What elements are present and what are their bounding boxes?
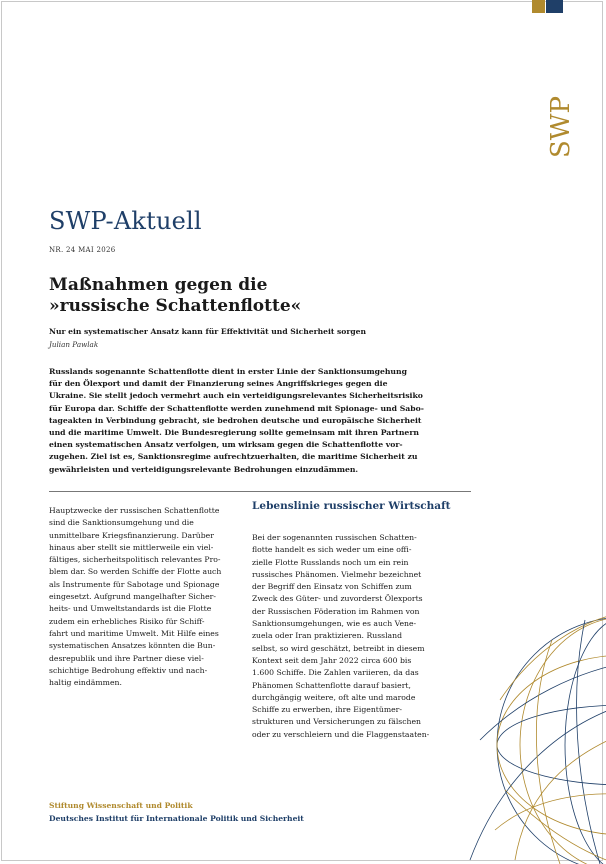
body-line: Sanktionsumgehungen, wie es auch Vene-	[252, 619, 417, 629]
abstract-line: Russlands sogenannte Schattenflotte dient in erster Linie der Sanktionsumgehung	[49, 367, 407, 376]
body-line: selbst, so wird geschätzt, betreibt in diesem	[252, 643, 425, 653]
title-line: »russische Schattenflotte«	[49, 296, 302, 316]
body-line: schichtige Bedrohung effektiv und nach-	[49, 665, 208, 675]
body-line: zielle Flotte Russlands noch um ein rein	[252, 557, 409, 567]
title-line: Maßnahmen gegen die	[49, 275, 268, 295]
series-title: SWP-Aktuell	[49, 207, 202, 235]
swp-logo-text: SWP	[546, 95, 576, 158]
abstract-line: Ukraine. Sie stellt jedoch vermehrt auch ein verteidigungsrelevantes Sicherheitsrisiko	[49, 391, 423, 401]
body-line: blem dar. So werden Schiffe der Flotte auch	[49, 567, 222, 577]
body-line: als Instrumente für Sabotage und Spionage	[49, 579, 220, 589]
abstract-line: gewährleisten und verteidigungsrelevante Bedrohungen einzudämmen.	[49, 464, 359, 474]
corner-bar-blue	[546, 0, 563, 13]
body-line: fältiges, sicherheitspolitisch relevantes Pro-	[49, 555, 221, 565]
body-line: heits- und Umweltstandards ist die Flotte	[49, 604, 212, 614]
abstract-line: einen systematischen Ansatz verfolgen, um wirksam gegen die Schattenflotte vor-	[49, 440, 403, 450]
footer-institute: Deutsches Institut für Internationale Politik und Sicherheit	[49, 814, 304, 823]
body-line: Schiffe zu erwerben, ihre Eigentümer-	[252, 705, 402, 715]
body-line: Zweck des Güter- und zuvorderst Ölexports	[252, 594, 423, 604]
footer-organization: Stiftung Wissenschaft und Politik	[49, 801, 193, 810]
body-line: hinaus aber stellt sie mittlerweile ein viel-	[49, 542, 214, 552]
body-line: durchgängig weitere, oft alte und marode	[252, 692, 416, 702]
body-line: eingesetzt. Aufgrund mangelhafter Sicher-	[49, 592, 216, 602]
body-line: unmittelbare Kriegsfinanzierung. Darüber	[49, 530, 214, 540]
abstract-line: für Europa dar. Schiffe der Schattenflotte werden zunehmend mit Spionage- und Sabo-	[49, 403, 424, 413]
body-line: 1.600 Schiffe. Die Zahlen variieren, da das	[252, 668, 419, 678]
abstract-line: tageakten in Verbindung gebracht, sie bedrohen deutsche und europäische Sicherheit	[49, 415, 422, 425]
abstract-line: für den Ölexport und damit der Finanzierung seines Angriffskrieges gegen die	[49, 379, 388, 389]
body-line: systematischen Ansatzes könnten die Bun-	[49, 641, 216, 651]
body-line: sind die Sanktionsumgehung und die	[49, 518, 194, 528]
body-line: Kontext seit dem Jahr 2022 circa 600 bis	[252, 655, 412, 665]
body-column-left	[49, 505, 244, 689]
subtitle: Nur ein systematischer Ansatz kann für Effektivität und Sicherheit sorgen	[49, 327, 367, 336]
body-column-right	[252, 532, 464, 741]
abstract-divider	[49, 491, 471, 492]
body-line: Phänomen Schattenflotte darauf basiert,	[252, 680, 411, 690]
body-line: russisches Phänomen. Vielmehr bezeichnet	[252, 569, 422, 579]
swp-logo	[546, 62, 576, 158]
body-line: Bei der sogenannten russischen Schatten-	[252, 533, 417, 542]
body-line: strukturen und Versicherungen zu fälschen	[252, 717, 421, 727]
corner-bar-gold	[532, 0, 545, 13]
body-line: zudem ein erhebliches Risiko für Schiff-	[49, 616, 205, 626]
section-heading: Lebenslinie russischer Wirtschaft	[252, 500, 451, 512]
body-line: fahrt und maritime Umwelt. Mit Hilfe eines	[49, 628, 219, 638]
document-title	[49, 275, 301, 317]
body-line: desrepublik und ihre Partner diese viel-	[49, 653, 204, 663]
abstract	[49, 366, 469, 476]
body-line: flotte handelt es sich weder um eine offi-	[252, 545, 412, 555]
issue-number: NR. 24 MAI 2026	[49, 246, 116, 254]
body-line: oder zu verschleiern und die Flaggenstaaten-	[252, 729, 430, 739]
body-line: haltig eindämmen.	[49, 678, 122, 688]
abstract-line: zugehen. Ziel ist es, Sanktionsregime aufrechtzuerhalten, die maritime Sicherheit zu	[49, 452, 418, 462]
body-line: der Russischen Föderation im Rahmen von	[252, 606, 420, 616]
author: Julian Pawlak	[49, 340, 99, 349]
body-line: der Begriff den Einsatz von Schiffen zum	[252, 582, 412, 592]
body-line: zuela oder Iran praktizieren. Russland	[252, 631, 402, 641]
body-line: Hauptzwecke der russischen Schattenflotte	[49, 506, 220, 515]
abstract-line: und die maritime Umwelt. Die Bundesregierung sollte gemeinsam mit ihren Partnern	[49, 428, 419, 438]
